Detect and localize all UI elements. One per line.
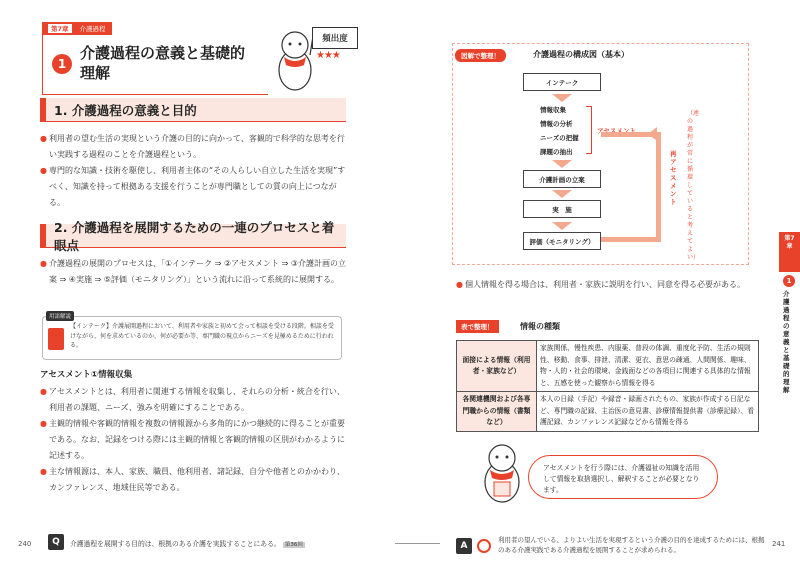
exam-tag: 第36回 [284,542,303,548]
diagram-assessment-label: アセスメント [597,127,636,135]
footer-question: 介護過程を展開する目的は、根拠のある介護を実践することにある。 第36回 [70,540,303,548]
section-number: 1 [52,54,72,74]
heading-purpose: 1. 介護過程の意義と目的 [40,98,346,122]
down-arrow-icon [552,94,572,102]
page-number-left: 240 [18,540,32,548]
paragraph-assessment [40,384,350,496]
list-item: ● アセスメントとは、利用者に関連する情報を収集し、それらの分析・統合を行い、利用者の課題、ニーズ、強みを明確にすることである。 [40,387,345,412]
side-section-number: 1 [783,275,795,287]
list-item: ● 個人情報を得る場合は、利用者・家族に説明を行い、同意を得る必要がある。 [456,280,745,289]
paragraph-purpose [40,131,350,211]
list-item: ● 主観的情報や客観的情報を複数の情報源から多角的にかつ継続的に得ることが重要である。なお、記録をつける際には主観的情報と客観的情報の区別がわかるように記述する。 [40,419,345,460]
left-arrow-icon [648,127,657,141]
diagram-reassessment: 再アセスメント [670,150,677,206]
paragraph-process [40,256,350,288]
diagram-tag: 図解で整理！ [455,49,506,62]
answer-mark-badge: A [456,538,472,554]
correct-circle-icon [477,539,491,553]
table-head: 各関連機関および各専門職からの情報（書類など） [457,392,537,432]
diagram-evaluate: 評価（モニタリング） [523,232,601,250]
list-item: ● 利用者の望む生活の実現という介護の目的に向かって、客観的で科学的な思考を行い実践する過程のことを介護過程という。 [40,134,345,159]
side-chapter-tab: 第7章 [779,232,800,272]
diagram-bracket [586,106,592,154]
table-cell: 家族関係、慢性疾患、内服薬、普段の体調、重度化予防、生活の規則性、移動、食事、排泄、清潔、更衣、意思の疎通、人間関係、趣味、物・人的・社会的環境、金銭面などの各項目に関連する具体的な情報と、五感を使った観察から情報を得る [537,341,759,392]
speech-bubble: アセスメントを行う際には、介護福祉の知識を活用して情報を取捨選択し、解釈することが必要となります。 [528,455,718,499]
table-tag: 表で整理！ [456,320,499,333]
down-arrow-icon [552,160,572,168]
list-item: ● 専門的な知識・技術を駆使し、利用者主体の“その人らしい自立した生活を実現”すべく、知識を持って根拠ある支援を行うことが専門職としての質の向上につながる。 [40,166,346,207]
assessment-heading: アセスメント①情報収集 [40,370,133,380]
diagram-assessment-steps: 情報収集 情報の分析 ニーズの把握 課題の抽出 [540,106,579,156]
chapter-tag [42,22,112,35]
table-cell: 本人の日録（手記）や録音・録画されたもの、家族が作成する日記など、専門職の記録、主治医の意見書、診療情報提供書（診療記録）、看護記録、カンファレンス記録などから情報を得る [537,392,759,432]
info-table [456,340,759,432]
section-title: 介護過程の意義と基礎的理解 [80,44,246,82]
table-row [457,341,759,392]
arrow-right-icon [395,543,440,544]
term-text: 【インテーク】介護展開過程において、利用者や家族と初めて会って相談を受ける段階。相談を受けながら、何を求めているのか、何が必要か等、専門職の視点からニーズを見極めるために行われる。 [70,323,334,349]
mascot-dog-icon [476,440,531,505]
list-item: ● 介護過程の展開のプロセスは、「①インテーク ⇒ ②アセスメント ⇒ ③介護計画の立案 ⇒ ④実施 ⇒ ⑤評価（モニタリング）」という流れに沿って系統的に展開する。 [40,259,346,284]
diagram-note: （連の過程が常に循環していると考えてよい） [687,110,700,261]
paragraph-consent [456,277,756,293]
down-arrow-icon [552,222,572,230]
diagram-plan: 介護計画の立案 [523,170,601,188]
down-arrow-icon [552,190,572,198]
frequency-sign: 頻出度 [312,27,358,49]
diagram-title: 介護過程の構成図（基本） [533,50,629,59]
footer-answer: 利用者の望んでいる、よりよい生活を実現するという介護の目的を達成するためには、根拠のある介護実践である介護過程を展開することが求められる。 [498,536,765,554]
diagram-implement: 実 施 [523,200,601,218]
diagram-intake: インテーク [523,73,601,91]
chapter-label: 第7章 [48,24,72,33]
frequency-stars: ★★★ [316,50,340,61]
book-icon [48,328,64,350]
list-item: ● 主な情報源は、本人、家族、職員、他利用者、諸記録、自分や他者とのかかわり、カンファレンス、地域住民等である。 [40,467,345,492]
table-title: 情報の種類 [520,322,560,331]
table-row [457,392,759,432]
term-tag: 用語解説 [46,311,74,321]
table-head: 面接による情報（利用者・家族など） [457,341,537,392]
loop-arrow [601,132,661,242]
page-number-right: 241 [772,540,786,548]
question-mark-badge: Q [48,534,64,550]
heading-process: 2. 介護過程を展開するための一連のプロセスと着眼点 [40,224,346,248]
chapter-name: 介護過程 [79,25,106,33]
side-section-title: 介護過程の意義と基礎的理解 [783,290,790,394]
